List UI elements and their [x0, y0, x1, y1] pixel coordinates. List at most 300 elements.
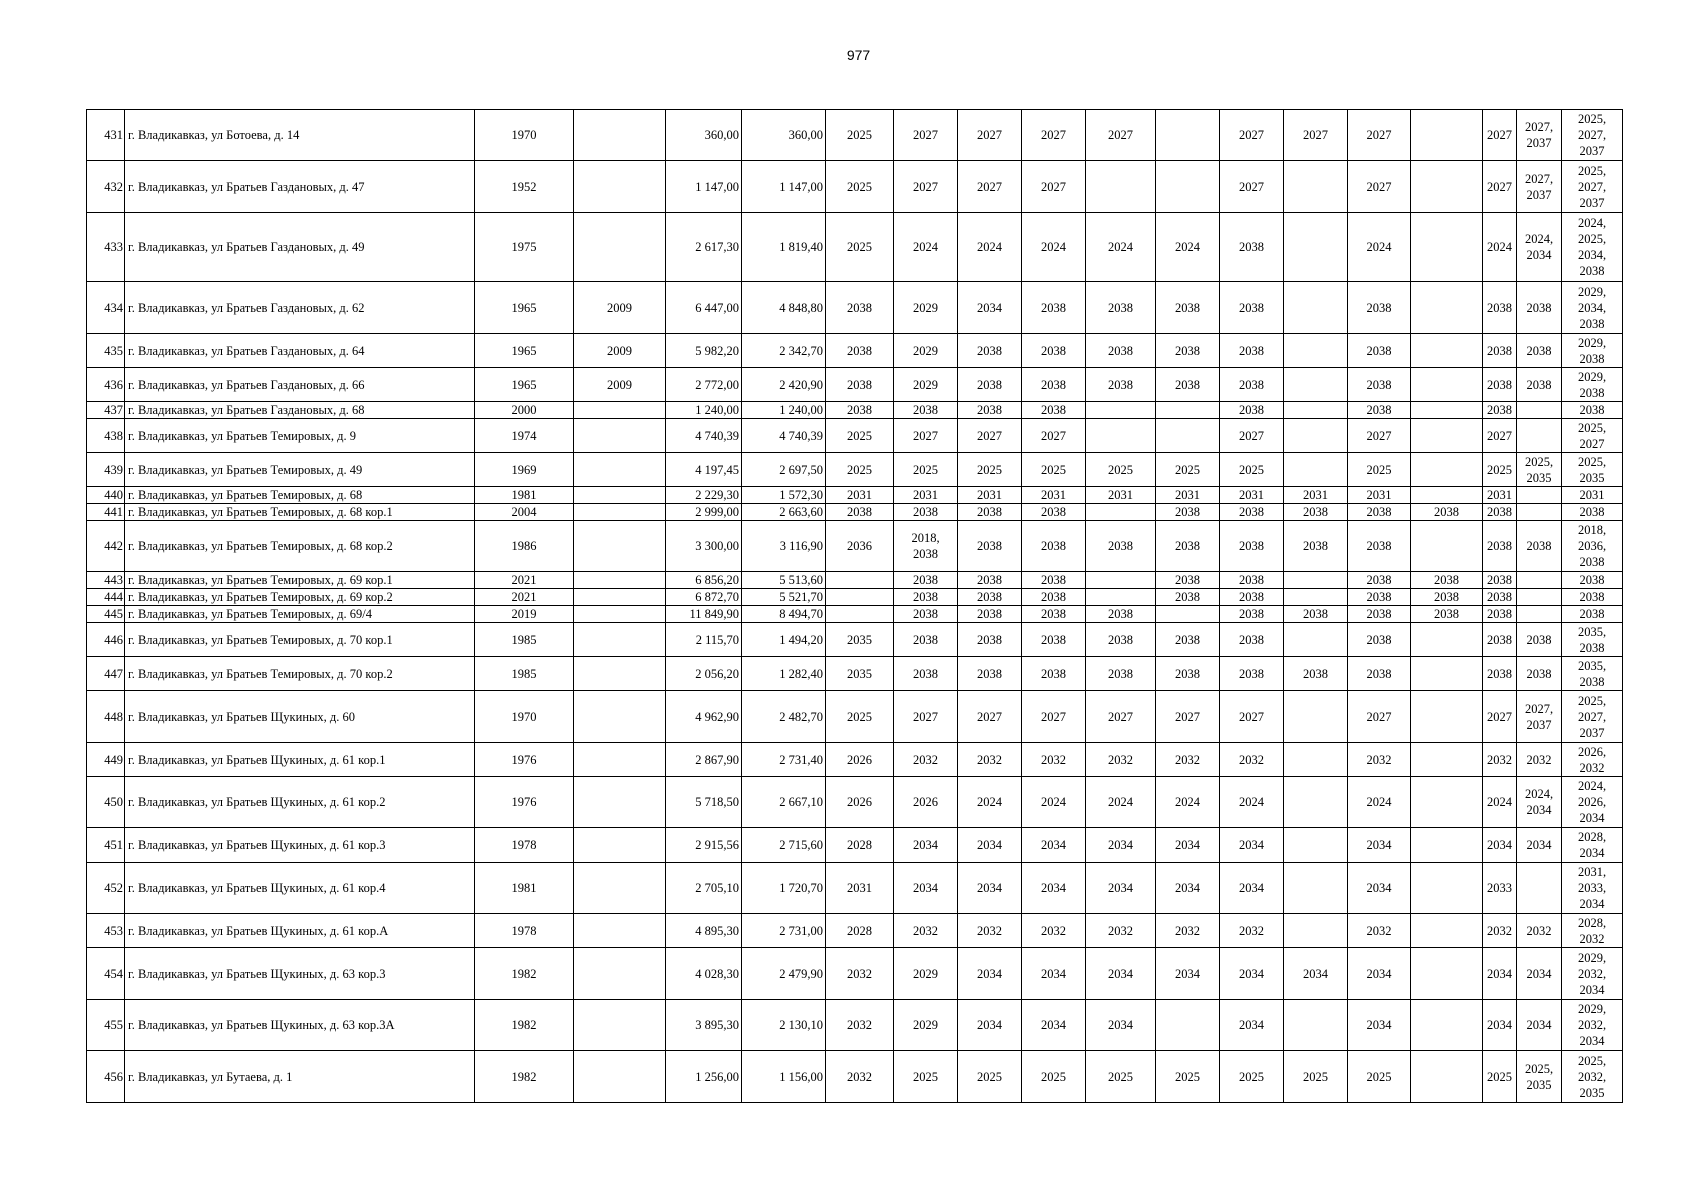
row-number: 449	[87, 743, 125, 777]
row-number: 446	[87, 623, 125, 657]
row-number: 444	[87, 589, 125, 606]
work-year-cell-1: 2038	[826, 504, 894, 521]
total-area-cell: 2 705,10	[666, 863, 742, 914]
total-area-cell: 2 229,30	[666, 487, 742, 504]
work-year-cell-4: 2034	[1022, 863, 1086, 914]
work-year-cell-5: 2038	[1086, 657, 1156, 691]
work-year-cell-11: 2025	[1483, 1051, 1517, 1103]
work-year-cell-4: 2024	[1022, 777, 1086, 828]
work-year-cell-12: 2038	[1517, 334, 1562, 368]
row-number: 440	[87, 487, 125, 504]
work-year-cell-1: 2032	[826, 1000, 894, 1051]
row-number: 434	[87, 282, 125, 334]
work-year-cell-3: 2038	[958, 623, 1022, 657]
work-year-cell-7: 2024	[1220, 777, 1284, 828]
work-year-cell-4: 2034	[1022, 828, 1086, 863]
work-year-cell-11: 2038	[1483, 282, 1517, 334]
work-year-cell-5	[1086, 504, 1156, 521]
work-year-cell-3: 2024	[958, 213, 1022, 282]
work-year-cell-6: 2034	[1156, 828, 1220, 863]
work-year-cell-9: 2038	[1348, 402, 1411, 419]
address-cell: г. Владикавказ, ул Братьев Темировых, д. 68 кор.2	[125, 521, 475, 572]
work-year-summary-cell: 2031, 2033, 2034	[1562, 863, 1623, 914]
reconstruction-year-cell: 2009	[574, 282, 666, 334]
work-year-cell-5: 2038	[1086, 623, 1156, 657]
address-cell: г. Владикавказ, ул Братьев Газдановых, д. 62	[125, 282, 475, 334]
work-year-cell-11: 2034	[1483, 1000, 1517, 1051]
reconstruction-year-cell: 2009	[574, 368, 666, 402]
work-year-cell-4: 2038	[1022, 521, 1086, 572]
table-row	[87, 777, 1623, 828]
residential-area-cell: 1 156,00	[742, 1051, 826, 1103]
reconstruction-year-cell	[574, 419, 666, 453]
address-cell: г. Владикавказ, ул Ботоева, д. 14	[125, 110, 475, 161]
work-year-summary-cell: 2025, 2032, 2035	[1562, 1051, 1623, 1103]
work-year-cell-11: 2033	[1483, 863, 1517, 914]
work-year-cell-6: 2038	[1156, 521, 1220, 572]
work-year-cell-8	[1284, 589, 1348, 606]
work-year-summary-cell: 2029, 2034, 2038	[1562, 282, 1623, 334]
work-year-cell-10	[1411, 487, 1483, 504]
work-year-cell-3: 2027	[958, 691, 1022, 743]
work-year-cell-4: 2038	[1022, 368, 1086, 402]
year-built-cell: 1985	[475, 623, 574, 657]
address-cell: г. Владикавказ, ул Братьев Темировых, д. 69 кор.2	[125, 589, 475, 606]
work-year-cell-2: 2038	[894, 572, 958, 589]
residential-area-cell: 2 342,70	[742, 334, 826, 368]
work-year-cell-9: 2032	[1348, 914, 1411, 948]
reconstruction-year-cell	[574, 606, 666, 623]
work-year-cell-9: 2032	[1348, 743, 1411, 777]
work-year-cell-9: 2027	[1348, 419, 1411, 453]
table-row	[87, 1000, 1623, 1051]
work-year-cell-11: 2038	[1483, 504, 1517, 521]
work-year-summary-cell: 2038	[1562, 402, 1623, 419]
residential-area-cell: 360,00	[742, 110, 826, 161]
work-year-cell-5	[1086, 572, 1156, 589]
reconstruction-year-cell	[574, 521, 666, 572]
address-cell: г. Владикавказ, ул Братьев Газдановых, д. 66	[125, 368, 475, 402]
row-number: 454	[87, 948, 125, 1000]
work-year-cell-5: 2025	[1086, 1051, 1156, 1103]
address-cell: г. Владикавказ, ул Братьев Темировых, д. 49	[125, 453, 475, 487]
work-year-cell-1: 2025	[826, 213, 894, 282]
reconstruction-year-cell	[574, 1000, 666, 1051]
work-year-cell-11: 2038	[1483, 368, 1517, 402]
work-year-cell-10	[1411, 914, 1483, 948]
year-built-cell: 1981	[475, 863, 574, 914]
work-year-cell-7: 2038	[1220, 589, 1284, 606]
work-year-summary-cell: 2029, 2038	[1562, 368, 1623, 402]
row-number: 435	[87, 334, 125, 368]
work-year-cell-5	[1086, 402, 1156, 419]
total-area-cell: 3 300,00	[666, 521, 742, 572]
address-cell: г. Владикавказ, ул Бутаева, д. 1	[125, 1051, 475, 1103]
work-year-cell-12: 2034	[1517, 948, 1562, 1000]
year-built-cell: 1985	[475, 657, 574, 691]
work-year-cell-2: 2029	[894, 368, 958, 402]
year-built-cell: 1981	[475, 487, 574, 504]
work-year-cell-2: 2031	[894, 487, 958, 504]
work-year-cell-1: 2025	[826, 161, 894, 213]
work-year-cell-6: 2032	[1156, 914, 1220, 948]
work-year-cell-5: 2038	[1086, 606, 1156, 623]
residential-area-cell: 2 697,50	[742, 453, 826, 487]
work-year-cell-10	[1411, 368, 1483, 402]
work-year-cell-4: 2038	[1022, 657, 1086, 691]
residential-area-cell: 2 715,60	[742, 828, 826, 863]
work-year-summary-cell: 2025, 2027, 2037	[1562, 110, 1623, 161]
work-year-cell-1: 2025	[826, 691, 894, 743]
work-year-cell-9: 2038	[1348, 623, 1411, 657]
residential-area-cell: 2 731,40	[742, 743, 826, 777]
work-year-cell-12	[1517, 487, 1562, 504]
work-year-cell-11: 2024	[1483, 777, 1517, 828]
work-year-cell-6: 2038	[1156, 623, 1220, 657]
work-year-cell-11: 2031	[1483, 487, 1517, 504]
work-year-cell-7: 2034	[1220, 828, 1284, 863]
work-year-cell-4: 2027	[1022, 419, 1086, 453]
work-year-cell-6: 2038	[1156, 504, 1220, 521]
work-year-cell-3: 2034	[958, 282, 1022, 334]
work-year-cell-8	[1284, 863, 1348, 914]
work-year-cell-8	[1284, 213, 1348, 282]
table-row	[87, 282, 1623, 334]
address-cell: г. Владикавказ, ул Братьев Газдановых, д. 64	[125, 334, 475, 368]
table-row	[87, 213, 1623, 282]
year-built-cell: 1976	[475, 743, 574, 777]
work-year-cell-6: 2025	[1156, 453, 1220, 487]
work-year-cell-4: 2038	[1022, 623, 1086, 657]
work-year-cell-2: 2027	[894, 161, 958, 213]
work-year-cell-6: 2031	[1156, 487, 1220, 504]
work-year-cell-9: 2038	[1348, 504, 1411, 521]
table-row	[87, 419, 1623, 453]
work-year-cell-10: 2038	[1411, 572, 1483, 589]
total-area-cell: 6 447,00	[666, 282, 742, 334]
year-built-cell: 2000	[475, 402, 574, 419]
work-year-cell-9: 2024	[1348, 777, 1411, 828]
work-year-cell-10: 2038	[1411, 606, 1483, 623]
work-year-cell-10	[1411, 453, 1483, 487]
year-built-cell: 1965	[475, 282, 574, 334]
row-number: 433	[87, 213, 125, 282]
work-year-cell-4: 2032	[1022, 743, 1086, 777]
reconstruction-year-cell	[574, 623, 666, 657]
work-year-cell-6	[1156, 606, 1220, 623]
total-area-cell: 11 849,90	[666, 606, 742, 623]
work-year-cell-12: 2025, 2035	[1517, 453, 1562, 487]
work-year-cell-7: 2038	[1220, 504, 1284, 521]
address-cell: г. Владикавказ, ул Братьев Темировых, д. 70 кор.2	[125, 657, 475, 691]
row-number: 451	[87, 828, 125, 863]
work-year-cell-7: 2038	[1220, 572, 1284, 589]
work-year-cell-12: 2038	[1517, 521, 1562, 572]
work-year-cell-8	[1284, 419, 1348, 453]
work-year-cell-11: 2038	[1483, 334, 1517, 368]
work-year-cell-10	[1411, 657, 1483, 691]
work-year-cell-4: 2027	[1022, 110, 1086, 161]
work-year-summary-cell: 2028, 2032	[1562, 914, 1623, 948]
work-year-cell-8	[1284, 572, 1348, 589]
work-year-cell-5: 2027	[1086, 110, 1156, 161]
table-row	[87, 487, 1623, 504]
year-built-cell: 1965	[475, 368, 574, 402]
work-year-cell-10	[1411, 161, 1483, 213]
work-year-cell-6: 2034	[1156, 948, 1220, 1000]
work-year-summary-cell: 2028, 2034	[1562, 828, 1623, 863]
work-year-cell-9: 2038	[1348, 657, 1411, 691]
work-year-cell-2: 2027	[894, 691, 958, 743]
work-year-summary-cell: 2029, 2032, 2034	[1562, 1000, 1623, 1051]
work-year-cell-8	[1284, 691, 1348, 743]
table-row	[87, 334, 1623, 368]
work-year-cell-10: 2038	[1411, 504, 1483, 521]
work-year-cell-12: 2027, 2037	[1517, 691, 1562, 743]
work-year-cell-1: 2025	[826, 419, 894, 453]
work-year-cell-3: 2032	[958, 914, 1022, 948]
work-year-cell-4: 2038	[1022, 606, 1086, 623]
work-year-cell-7: 2027	[1220, 110, 1284, 161]
total-area-cell: 2 867,90	[666, 743, 742, 777]
work-year-cell-2: 2029	[894, 1000, 958, 1051]
work-year-cell-5: 2038	[1086, 368, 1156, 402]
work-year-cell-2: 2027	[894, 110, 958, 161]
year-built-cell: 1970	[475, 691, 574, 743]
total-area-cell: 4 028,30	[666, 948, 742, 1000]
work-year-cell-8	[1284, 914, 1348, 948]
work-year-cell-2: 2034	[894, 863, 958, 914]
year-built-cell: 1982	[475, 1000, 574, 1051]
work-year-cell-12	[1517, 589, 1562, 606]
row-number: 437	[87, 402, 125, 419]
reconstruction-year-cell	[574, 691, 666, 743]
work-year-cell-9: 2027	[1348, 161, 1411, 213]
work-year-cell-6	[1156, 161, 1220, 213]
work-year-cell-9: 2027	[1348, 110, 1411, 161]
year-built-cell: 1978	[475, 828, 574, 863]
work-year-cell-9: 2034	[1348, 1000, 1411, 1051]
work-year-cell-1: 2035	[826, 657, 894, 691]
work-year-cell-7: 2032	[1220, 914, 1284, 948]
work-year-cell-1: 2036	[826, 521, 894, 572]
total-area-cell: 1 147,00	[666, 161, 742, 213]
work-year-cell-4: 2038	[1022, 334, 1086, 368]
work-year-cell-6: 2032	[1156, 743, 1220, 777]
work-year-cell-3: 2032	[958, 743, 1022, 777]
total-area-cell: 1 240,00	[666, 402, 742, 419]
work-year-cell-1: 2031	[826, 863, 894, 914]
work-year-cell-6: 2025	[1156, 1051, 1220, 1103]
work-year-cell-6: 2027	[1156, 691, 1220, 743]
work-year-cell-2: 2029	[894, 334, 958, 368]
residential-area-cell: 2 663,60	[742, 504, 826, 521]
reconstruction-year-cell	[574, 657, 666, 691]
work-year-cell-4: 2025	[1022, 453, 1086, 487]
work-year-cell-11: 2038	[1483, 589, 1517, 606]
work-year-cell-7: 2034	[1220, 863, 1284, 914]
work-year-cell-9: 2034	[1348, 828, 1411, 863]
year-built-cell: 1969	[475, 453, 574, 487]
work-year-cell-10	[1411, 828, 1483, 863]
table-row	[87, 161, 1623, 213]
work-year-cell-12	[1517, 863, 1562, 914]
table-row	[87, 402, 1623, 419]
work-year-cell-7: 2038	[1220, 657, 1284, 691]
table-row	[87, 863, 1623, 914]
work-year-cell-7: 2038	[1220, 368, 1284, 402]
work-year-cell-10	[1411, 1051, 1483, 1103]
work-year-cell-4: 2027	[1022, 691, 1086, 743]
work-year-cell-4: 2031	[1022, 487, 1086, 504]
work-year-cell-3: 2038	[958, 368, 1022, 402]
year-built-cell: 2004	[475, 504, 574, 521]
work-year-cell-12: 2034	[1517, 828, 1562, 863]
work-year-cell-1: 2038	[826, 282, 894, 334]
work-year-summary-cell: 2038	[1562, 606, 1623, 623]
work-year-cell-10	[1411, 521, 1483, 572]
work-year-cell-3: 2038	[958, 334, 1022, 368]
page-number: 977	[846, 47, 871, 63]
residential-area-cell: 1 720,70	[742, 863, 826, 914]
work-year-cell-1: 2031	[826, 487, 894, 504]
reconstruction-year-cell	[574, 213, 666, 282]
work-year-cell-8: 2038	[1284, 521, 1348, 572]
address-cell: г. Владикавказ, ул Братьев Темировых, д. 68	[125, 487, 475, 504]
work-year-cell-5: 2027	[1086, 691, 1156, 743]
address-cell: г. Владикавказ, ул Братьев Щукиных, д. 61 кор.3	[125, 828, 475, 863]
residential-area-cell: 5 513,60	[742, 572, 826, 589]
reconstruction-year-cell	[574, 948, 666, 1000]
work-year-cell-9: 2034	[1348, 863, 1411, 914]
work-year-summary-cell: 2025, 2035	[1562, 453, 1623, 487]
year-built-cell: 1978	[475, 914, 574, 948]
residential-area-cell: 4 848,80	[742, 282, 826, 334]
work-year-cell-5: 2024	[1086, 777, 1156, 828]
work-year-cell-7: 2031	[1220, 487, 1284, 504]
work-year-cell-1: 2035	[826, 623, 894, 657]
work-year-cell-5: 2038	[1086, 521, 1156, 572]
total-area-cell: 6 872,70	[666, 589, 742, 606]
work-year-cell-5: 2031	[1086, 487, 1156, 504]
work-year-cell-2: 2025	[894, 1051, 958, 1103]
residential-area-cell: 1 494,20	[742, 623, 826, 657]
work-year-cell-4: 2032	[1022, 914, 1086, 948]
residential-area-cell: 1 282,40	[742, 657, 826, 691]
work-year-cell-9: 2025	[1348, 1051, 1411, 1103]
work-year-cell-5: 2032	[1086, 743, 1156, 777]
work-year-cell-8: 2038	[1284, 657, 1348, 691]
work-year-cell-2: 2038	[894, 402, 958, 419]
work-year-cell-11: 2038	[1483, 606, 1517, 623]
work-year-summary-cell: 2038	[1562, 504, 1623, 521]
row-number: 448	[87, 691, 125, 743]
work-year-cell-3: 2024	[958, 777, 1022, 828]
work-year-cell-8: 2038	[1284, 606, 1348, 623]
work-year-cell-10	[1411, 1000, 1483, 1051]
work-year-cell-8: 2027	[1284, 110, 1348, 161]
work-year-cell-3: 2034	[958, 863, 1022, 914]
work-year-cell-1	[826, 589, 894, 606]
work-year-cell-6: 2038	[1156, 657, 1220, 691]
work-year-cell-6: 2038	[1156, 572, 1220, 589]
work-year-summary-cell: 2024, 2026, 2034	[1562, 777, 1623, 828]
total-area-cell: 1 256,00	[666, 1051, 742, 1103]
work-year-cell-7: 2025	[1220, 453, 1284, 487]
residential-area-cell: 2 420,90	[742, 368, 826, 402]
reconstruction-year-cell	[574, 1051, 666, 1103]
residential-area-cell: 1 240,00	[742, 402, 826, 419]
work-year-summary-cell: 2029, 2038	[1562, 334, 1623, 368]
work-year-summary-cell: 2026, 2032	[1562, 743, 1623, 777]
table-row	[87, 368, 1623, 402]
work-year-cell-8: 2025	[1284, 1051, 1348, 1103]
work-year-cell-1: 2026	[826, 777, 894, 828]
work-year-cell-1: 2028	[826, 914, 894, 948]
table-row	[87, 657, 1623, 691]
work-year-cell-7: 2025	[1220, 1051, 1284, 1103]
work-year-cell-2: 2038	[894, 589, 958, 606]
work-year-cell-3: 2027	[958, 110, 1022, 161]
work-year-cell-2: 2024	[894, 213, 958, 282]
work-year-cell-3: 2025	[958, 453, 1022, 487]
year-built-cell: 1982	[475, 1051, 574, 1103]
row-number: 436	[87, 368, 125, 402]
year-built-cell: 1974	[475, 419, 574, 453]
total-area-cell: 3 895,30	[666, 1000, 742, 1051]
work-year-cell-3: 2038	[958, 521, 1022, 572]
work-year-cell-7: 2038	[1220, 334, 1284, 368]
work-year-summary-cell: 2038	[1562, 572, 1623, 589]
work-year-cell-11: 2027	[1483, 161, 1517, 213]
work-year-cell-8: 2034	[1284, 948, 1348, 1000]
work-year-cell-2: 2034	[894, 828, 958, 863]
work-year-cell-4: 2038	[1022, 504, 1086, 521]
work-year-cell-10	[1411, 334, 1483, 368]
work-year-cell-2: 2025	[894, 453, 958, 487]
reconstruction-year-cell	[574, 743, 666, 777]
total-area-cell: 4 895,30	[666, 914, 742, 948]
table-row	[87, 623, 1623, 657]
address-cell: г. Владикавказ, ул Братьев Щукиных, д. 60	[125, 691, 475, 743]
work-year-cell-7: 2038	[1220, 521, 1284, 572]
table-row	[87, 110, 1623, 161]
year-built-cell: 2021	[475, 589, 574, 606]
work-year-cell-7: 2038	[1220, 623, 1284, 657]
work-year-cell-8	[1284, 623, 1348, 657]
row-number: 447	[87, 657, 125, 691]
work-year-cell-11: 2038	[1483, 521, 1517, 572]
work-year-cell-10	[1411, 948, 1483, 1000]
work-year-cell-9: 2027	[1348, 691, 1411, 743]
work-year-cell-11: 2034	[1483, 828, 1517, 863]
year-built-cell: 1952	[475, 161, 574, 213]
work-year-cell-10	[1411, 213, 1483, 282]
row-number: 450	[87, 777, 125, 828]
work-year-cell-11: 2038	[1483, 623, 1517, 657]
total-area-cell: 2 999,00	[666, 504, 742, 521]
work-year-cell-1	[826, 572, 894, 589]
residential-area-cell: 2 667,10	[742, 777, 826, 828]
work-year-cell-11: 2024	[1483, 213, 1517, 282]
total-area-cell: 360,00	[666, 110, 742, 161]
work-year-cell-12: 2038	[1517, 657, 1562, 691]
work-year-cell-3: 2027	[958, 419, 1022, 453]
work-year-cell-2: 2038	[894, 504, 958, 521]
work-year-cell-5: 2034	[1086, 863, 1156, 914]
work-year-cell-12: 2038	[1517, 623, 1562, 657]
row-number: 438	[87, 419, 125, 453]
